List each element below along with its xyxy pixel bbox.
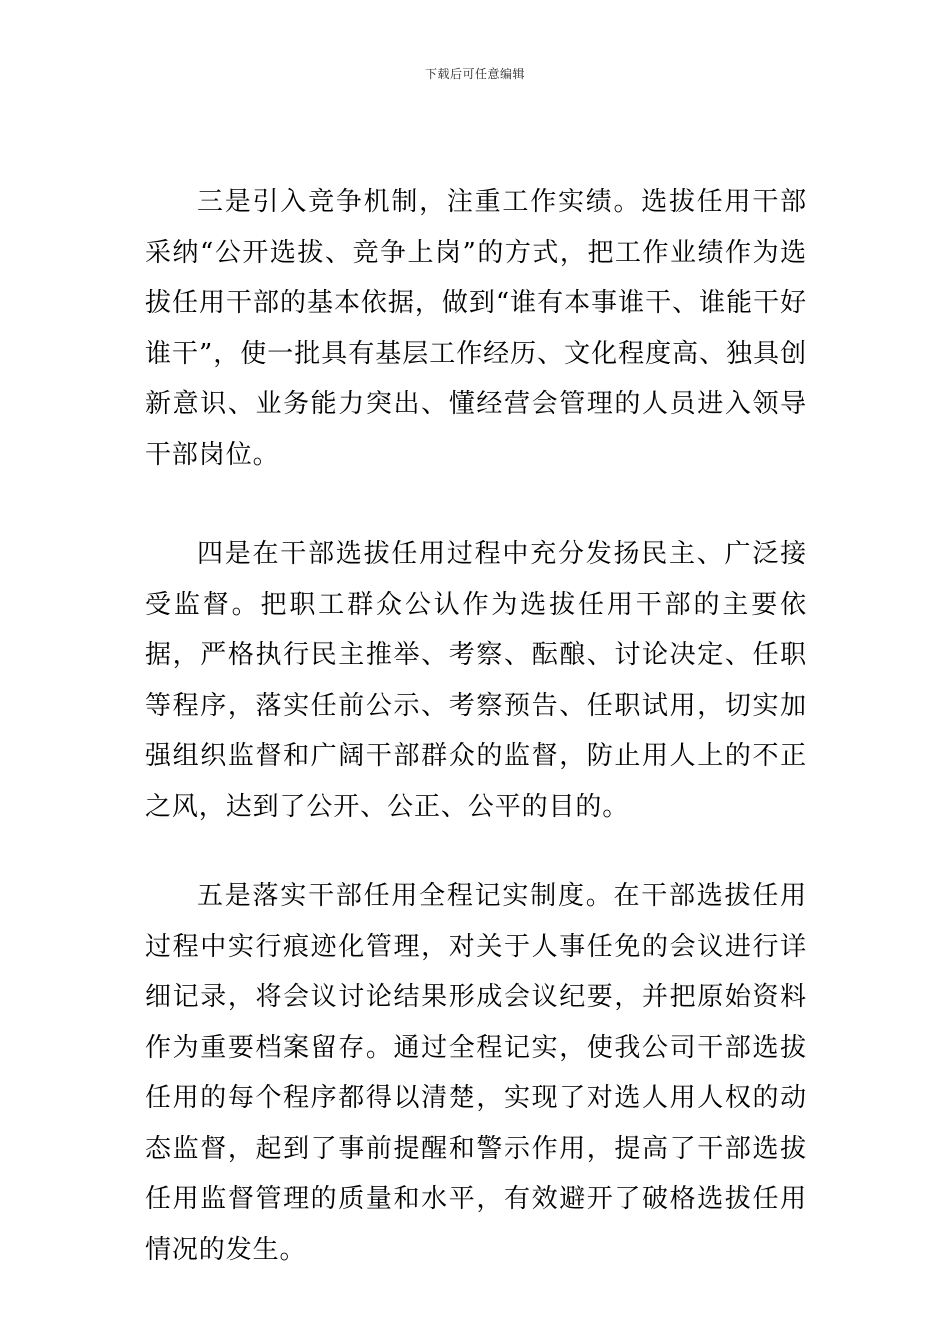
paragraph-4-democracy: 四是在干部选拔任用过程中充分发扬民主、广泛接受监督。把职工群众公认作为选拔任用干部的主要依据，严格执行民主推举、考察、酝酿、讨论决定、任职等程序，落实任前公示、考察预告、任职试用，切实加强组织监督和广阔干部群众的监督，防止用人上的不正之风，达到了公开、公正、公平的目的。 — [145, 539, 807, 822]
header-note: 下载后可任意编辑 — [424, 67, 525, 81]
paragraph-5-record-system: 五是落实干部任用全程记实制度。在干部选拔任用过程中实行痕迹化管理，对关于人事任免的会议进行详细记录，将会议讨论结果形成会议纪要，并把原始资料作为重要档案留存。通过全程记实，使我公司干部选拔任用的每个程序都得以清楚，实现了对选人用人权的动态监督，起到了事前提醒和警示作用，提高了干部选拔任用监督管理的质量和水平，有效避开了破格选拔任用情况的发生。 — [145, 881, 807, 1265]
paragraph-3-competition: 三是引入竞争机制，注重工作实绩。选拔任用干部采纳“公开选拔、竞争上岗”的方式，把工作业绩作为选拔任用干部的基本依据，做到“谁有本事谁干、谁能干好谁干”，使一批具有基层工作经历、文化程度高、独具创新意识、业务能力突出、懂经营会管理的人员进入领导干部岗位。 — [145, 187, 807, 470]
